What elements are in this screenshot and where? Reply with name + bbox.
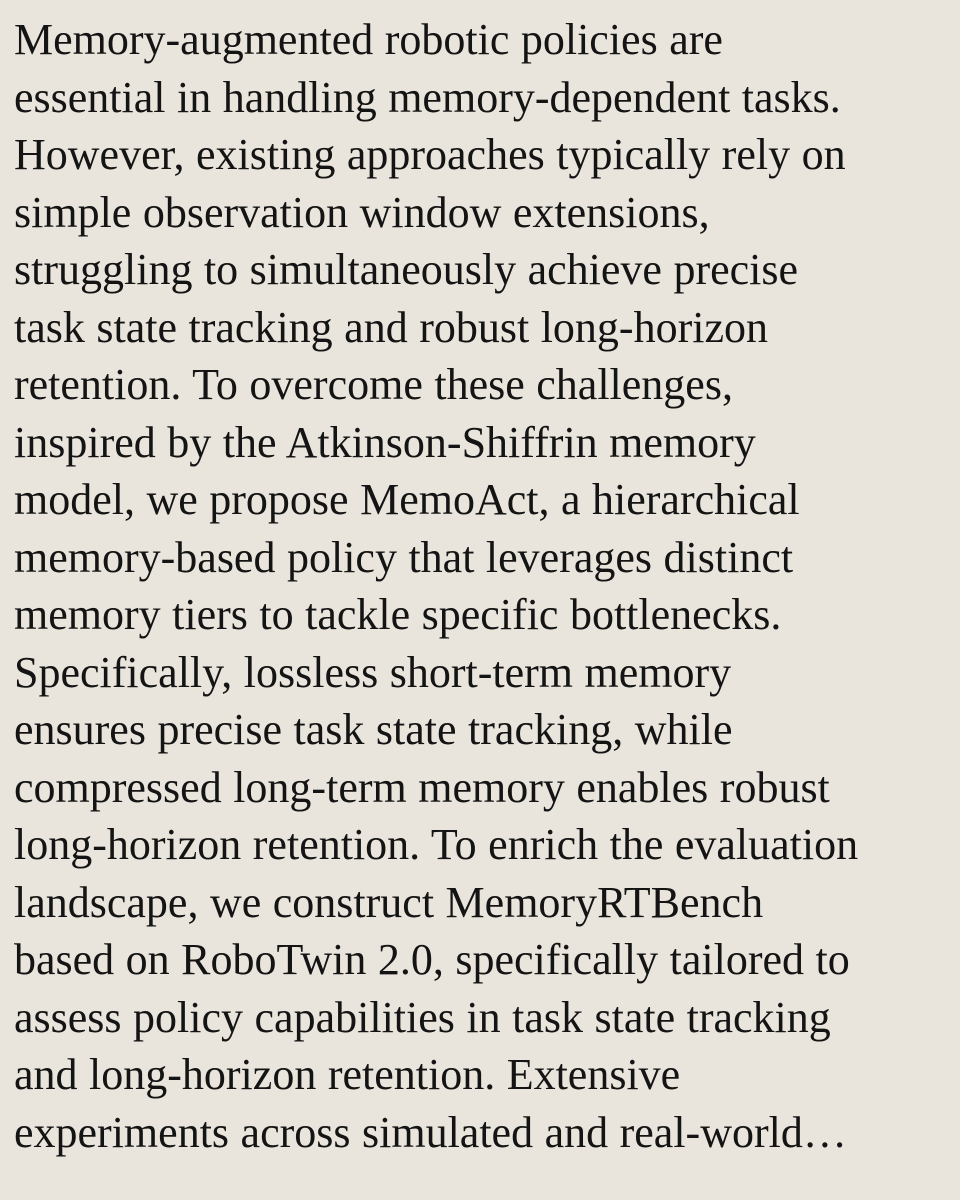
abstract-line: compressed long-term memory enables robust bbox=[14, 762, 830, 812]
abstract-line: ensures precise task state tracking, while bbox=[14, 705, 733, 754]
abstract-line: memory tiers to tackle specific bottlenecks. bbox=[14, 590, 782, 639]
abstract-line: Specifically, lossless short-term memory bbox=[14, 647, 732, 697]
abstract-line: landscape, we construct MemoryRTBench bbox=[14, 877, 764, 927]
abstract-line: essential in handling memory-dependent tasks. bbox=[14, 72, 841, 122]
abstract-line: However, existing approaches typically rely on bbox=[14, 130, 846, 179]
abstract-line: inspired by the Atkinson-Shiffrin memory bbox=[14, 417, 756, 467]
abstract-line: experiments across simulated and real-world… bbox=[14, 1107, 847, 1157]
abstract-line: Memory-augmented robotic policies are bbox=[14, 15, 723, 64]
abstract-line: memory-based policy that leverages distinct bbox=[14, 532, 794, 582]
abstract-line: model, we propose MemoAct, a hierarchical bbox=[14, 475, 800, 524]
abstract-line: and long-horizon retention. Extensive bbox=[14, 1050, 681, 1099]
abstract-line: struggling to simultaneously achieve precise bbox=[14, 245, 799, 294]
abstract-line: based on RoboTwin 2.0, specifically tailored to bbox=[14, 935, 850, 984]
abstract-line: assess policy capabilities in task state tracking bbox=[14, 992, 831, 1042]
abstract-line: task state tracking and robust long-horizon bbox=[14, 302, 768, 352]
abstract-line: simple observation window extensions, bbox=[14, 187, 710, 237]
abstract-text-block bbox=[14, 11, 942, 1161]
abstract-line: retention. To overcome these challenges, bbox=[14, 360, 733, 409]
abstract-line: long-horizon retention. To enrich the evaluation bbox=[14, 820, 859, 869]
